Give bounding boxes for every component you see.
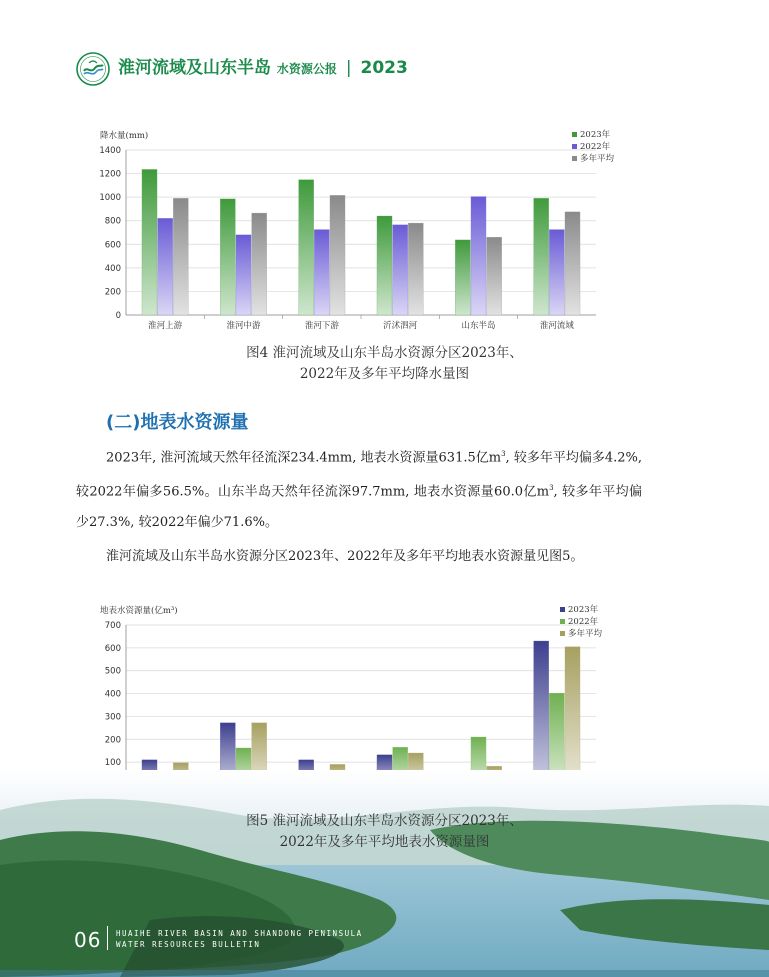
p1-part-b: , 较多年平均偏多4.2%, 较2022年偏多56.5%。山东半岛天然年径流深97.7mm, 地表水资源量60.0亿m: [76, 450, 642, 500]
chart1-bar: [220, 199, 235, 315]
chart1-bar: [299, 180, 314, 315]
chart1-ytick-label: 1400: [99, 146, 121, 156]
chart1-bar: [236, 235, 251, 315]
footer-divider: [107, 926, 108, 950]
chart1-bar: [393, 225, 408, 315]
chart1-ytick-label: 400: [104, 263, 121, 274]
chart1-ytick-label: 800: [104, 216, 121, 227]
chart2-ytick-label: 600: [104, 643, 121, 654]
chart1-ytick-label: 0: [115, 311, 121, 321]
chart2-legend-label: 多年平均: [568, 629, 603, 639]
section-body: [76, 439, 642, 572]
chart2-bar: [534, 641, 549, 785]
chart1-bar: [330, 195, 345, 315]
page-header: [76, 48, 736, 88]
figure4-caption-line1: 图4 淮河流域及山东半岛水资源分区2023年、: [246, 345, 523, 361]
chart1-bar: [408, 223, 423, 315]
figure5-caption-line2: 2022年及多年平均地表水资源量图: [279, 834, 490, 850]
p1-part-a: 2023年, 淮河流域天然年径流深234.4mm, 地表水资源量631.5亿m: [106, 450, 502, 466]
chart2-ytick-label: 400: [104, 689, 121, 700]
chart1-bar: [314, 230, 329, 315]
chart1-bar: [252, 213, 267, 315]
section-heading: (二)地表水资源量: [106, 412, 249, 433]
p1-sup-1: 3: [501, 450, 506, 458]
p1-part-c: , 较多年平均偏少27.3%, 较2022年偏少71.6%。: [76, 484, 642, 530]
header-title-main: 淮河流域及山东半岛: [118, 58, 271, 78]
page-number: 06: [74, 928, 102, 952]
chart2-ylabel: 地表水资源量(亿m³): [100, 606, 178, 616]
footer-en-line2: WATER RESOURCES BULLETIN: [116, 940, 261, 949]
chart2-bar: [565, 647, 580, 785]
chart1-bar: [534, 198, 549, 315]
chart1-bar: [455, 240, 470, 315]
chart1-xtick-label: 淮河上游: [148, 321, 183, 331]
chart1-xtick-label: 淮河下游: [304, 321, 339, 331]
chart1-ytick-label: 200: [104, 287, 121, 298]
chart1-bar: [565, 212, 580, 315]
figure4-caption-line2: 2022年及多年平均降水量图: [299, 366, 470, 382]
chart1-bar: [173, 198, 188, 315]
chart1-xtick-label: 淮河流域: [539, 321, 574, 331]
chart1-ytick-label: 1000: [99, 193, 121, 204]
chart1-ylabel: 降水量(mm): [100, 131, 149, 141]
chart1-legend-label: 2023年: [580, 130, 611, 140]
footer-en-line1: HUAIHE RIVER BASIN AND SHANDONG PENINSULA: [116, 929, 363, 938]
chart2-legend-swatch: [560, 619, 565, 624]
footer-english-title: [116, 928, 363, 950]
paragraph-2: 淮河流域及山东半岛水资源分区2023年、2022年及多年平均地表水资源量见图5。: [106, 548, 584, 564]
chart2-ytick-label: 200: [104, 735, 121, 746]
chart1-ytick-label: 1200: [99, 169, 121, 180]
precipitation-chart: [96, 124, 636, 340]
chart1-bar: [158, 218, 173, 315]
header-year: 2023: [360, 58, 408, 78]
chart1-bar: [471, 197, 486, 315]
chart1-ytick-label: 600: [104, 240, 121, 251]
chart1-legend-swatch: [572, 144, 577, 149]
chart1-bar: [377, 216, 392, 315]
chart2-legend-swatch: [560, 631, 565, 636]
chart1-legend-label: 多年平均: [580, 154, 615, 164]
chart1-xtick-label: 山东半岛: [461, 321, 496, 331]
p1-sup-2: 3: [549, 484, 554, 493]
chart1-xtick-label: 沂沭泗河: [383, 321, 418, 331]
figure5-caption-line1: 图5 淮河流域及山东半岛水资源分区2023年、: [246, 813, 523, 829]
chart2-ytick-label: 700: [104, 621, 121, 631]
figure5-caption: [0, 811, 769, 853]
bulletin-logo-icon: [76, 52, 110, 86]
chart2-ytick-label: 100: [104, 758, 121, 769]
chart1-xtick-label: 淮河中游: [226, 321, 261, 331]
chart1-legend-swatch: [572, 156, 577, 161]
chart1-bar: [549, 230, 564, 315]
header-separator: |: [345, 58, 352, 78]
chart1-legend-label: 2022年: [580, 142, 611, 152]
header-title-sub: 水资源公报: [276, 62, 337, 76]
chart1-legend-swatch: [572, 132, 577, 137]
paragraph-1: [76, 439, 642, 538]
chart2-ytick-label: 500: [104, 666, 121, 677]
chart1-bar: [142, 169, 157, 315]
chart2-legend-swatch: [560, 607, 565, 612]
precipitation-chart-svg: [96, 124, 636, 340]
figure4-caption: [0, 343, 769, 385]
chart2-ytick-label: 300: [104, 712, 121, 723]
header-title: [118, 57, 408, 80]
chart2-legend-label: 2022年: [568, 617, 599, 627]
chart2-legend-label: 2023年: [568, 605, 599, 615]
chart1-bar: [487, 237, 502, 315]
